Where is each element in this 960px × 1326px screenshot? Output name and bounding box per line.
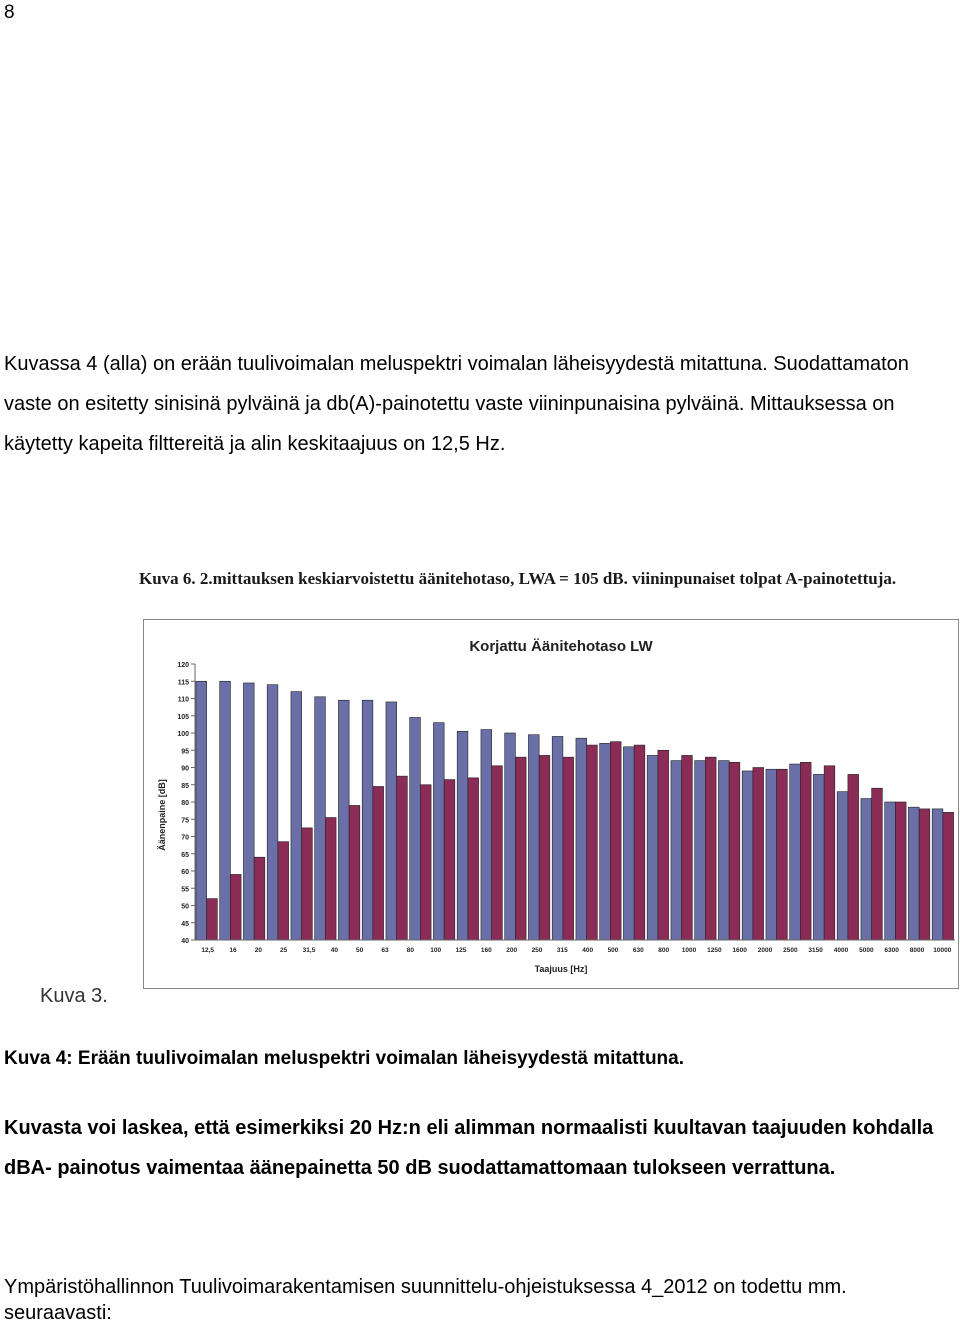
bar-unweighted — [315, 697, 326, 940]
bar-unweighted — [908, 807, 919, 940]
bar-unweighted — [291, 692, 302, 940]
x-tick-label: 1600 — [732, 947, 747, 954]
y-tick-label: 60 — [181, 869, 189, 876]
y-tick-label: 90 — [181, 765, 189, 773]
bar-chart — [143, 619, 959, 989]
x-tick-label: 16 — [229, 947, 237, 954]
bar-unweighted — [528, 735, 539, 940]
bar-unweighted — [338, 700, 349, 940]
x-tick-label: 100 — [430, 947, 442, 954]
bar-a-weighted — [539, 755, 550, 940]
bar-unweighted — [718, 761, 729, 940]
y-tick-label: 120 — [177, 662, 189, 669]
bar-a-weighted — [848, 774, 859, 940]
bar-a-weighted — [230, 874, 241, 940]
x-tick-label: 40 — [330, 947, 338, 954]
chart-container — [143, 619, 959, 989]
x-tick-label: 125 — [455, 947, 467, 954]
y-tick-label: 45 — [181, 920, 189, 928]
bar-unweighted — [790, 764, 801, 940]
bar-a-weighted — [373, 786, 384, 940]
y-tick-label: 75 — [181, 817, 189, 825]
y-tick-label: 100 — [177, 731, 189, 738]
bar-unweighted — [623, 747, 634, 940]
y-tick-label: 110 — [177, 696, 189, 704]
bar-unweighted — [243, 683, 254, 940]
figure-title: Kuva 6. 2.mittauksen keskiarvoistettu äänitehotaso, LWA = 105 dB. viininpunaiset tolpat A-painotettuja. — [139, 569, 897, 588]
x-tick-label: 50 — [356, 947, 364, 954]
x-tick-label: 2000 — [757, 947, 773, 954]
bar-a-weighted — [563, 757, 574, 940]
x-tick-label: 20 — [254, 947, 262, 954]
bar-a-weighted — [515, 757, 526, 940]
bar-a-weighted — [325, 818, 336, 940]
x-tick-label: 8000 — [909, 947, 925, 954]
bar-unweighted — [386, 702, 397, 940]
bar-unweighted — [671, 761, 682, 940]
bar-unweighted — [647, 755, 658, 940]
bar-unweighted — [885, 802, 896, 940]
x-tick-label: 630 — [632, 947, 644, 954]
x-tick-label: 31,5 — [302, 947, 316, 954]
x-tick-label: 250 — [531, 947, 543, 954]
x-tick-label: 500 — [607, 947, 619, 954]
bar-unweighted — [576, 738, 587, 940]
bar-unweighted — [433, 723, 444, 940]
y-tick-label: 115 — [177, 679, 189, 687]
bar-a-weighted — [658, 750, 669, 940]
x-tick-label: 1250 — [707, 947, 722, 954]
body-paragraph: Kuvasta voi laskea, että esimerkiksi 20 Hz:n eli alimman normaalisti kuultavan taajuuden kohdalla dBA- painotus vaimentaa äänepainetta 50 dB suodattamattomaan tulokseen verrattuna. — [4, 1117, 934, 1179]
bar-unweighted — [220, 681, 231, 940]
x-tick-label: 4000 — [833, 947, 849, 954]
x-tick-label: 12,5 — [201, 947, 214, 954]
bottom-paragraph: Ympäristöhallinnon Tuulivoimarakentamisen suunnittelu-ohjeistuksessa 4_2012 on todettu mm. seuraavasti: — [4, 1276, 847, 1324]
x-axis-label: Taajuus [Hz] — [534, 964, 588, 974]
bar-a-weighted — [254, 857, 265, 940]
bar-unweighted — [742, 771, 753, 940]
bar-a-weighted — [919, 809, 930, 940]
bar-unweighted — [362, 700, 373, 940]
x-tick-label: 315 — [556, 947, 568, 954]
bar-a-weighted — [872, 788, 883, 940]
bar-a-weighted — [705, 757, 716, 940]
bar-a-weighted — [682, 755, 693, 940]
figure-caption: Kuva 4: Erään tuulivoimalan meluspektri voimalan läheisyydestä mitattuna. — [4, 1048, 685, 1069]
bar-a-weighted — [753, 768, 764, 941]
bar-a-weighted — [492, 766, 503, 940]
bar-a-weighted — [729, 762, 740, 940]
bar-a-weighted — [800, 762, 811, 940]
bar-unweighted — [196, 681, 207, 940]
x-tick-label: 400 — [582, 947, 594, 954]
y-axis-label: Äänenpaine [dB] — [157, 779, 167, 851]
x-tick-label: 80 — [406, 947, 414, 954]
bar-a-weighted — [610, 742, 621, 940]
x-tick-label: 5000 — [859, 947, 874, 954]
intro-paragraph: Kuvassa 4 (alla) on erään tuulivoimalan meluspektri voimalan läheisyydestä mitattuna. Suodattamaton vaste on esitetty sinisinä pylväinä ja db(A)-painotettu vaste viininpunaisina pylväinä. Mittauksessa on käytetty kapeita filttereitä ja alin keskitaajuus on 12,5 Hz. — [4, 353, 909, 455]
bar-a-weighted — [420, 785, 431, 940]
bar-unweighted — [410, 717, 421, 940]
x-tick-label: 1000 — [681, 947, 697, 954]
bar-unweighted — [505, 733, 516, 940]
bar-unweighted — [695, 761, 706, 940]
page-number: 8 — [4, 2, 15, 23]
chart-title: Korjattu Äänitehotaso LW — [469, 638, 653, 655]
bar-unweighted — [600, 743, 611, 940]
bar-unweighted — [267, 685, 278, 940]
x-tick-label: 25 — [280, 947, 288, 954]
bar-a-weighted — [895, 802, 906, 940]
y-tick-label: 80 — [181, 800, 189, 807]
y-tick-label: 65 — [181, 851, 189, 859]
bar-a-weighted — [824, 766, 835, 940]
bar-unweighted — [813, 774, 824, 940]
x-tick-label: 10000 — [933, 947, 952, 954]
bar-unweighted — [481, 730, 492, 940]
bar-a-weighted — [397, 776, 408, 940]
bar-a-weighted — [349, 805, 360, 940]
bar-unweighted — [932, 809, 943, 940]
x-tick-label: 160 — [480, 947, 492, 954]
bar-a-weighted — [207, 899, 218, 940]
bar-unweighted — [457, 731, 468, 940]
x-tick-label: 63 — [381, 947, 389, 954]
bar-a-weighted — [777, 769, 788, 940]
chart-border — [144, 620, 959, 989]
bar-a-weighted — [278, 842, 289, 940]
bar-a-weighted — [943, 812, 954, 940]
y-tick-label: 85 — [181, 782, 189, 790]
x-tick-label: 800 — [658, 947, 670, 954]
bar-a-weighted — [634, 745, 645, 940]
x-tick-label: 3150 — [808, 947, 823, 954]
bar-unweighted — [861, 799, 872, 940]
y-tick-label: 95 — [181, 748, 189, 756]
bar-a-weighted — [444, 780, 455, 940]
x-tick-label: 6300 — [884, 947, 899, 954]
y-tick-label: 50 — [181, 903, 189, 911]
bar-unweighted — [552, 736, 563, 940]
y-tick-label: 105 — [177, 713, 189, 721]
y-tick-label: 55 — [181, 886, 189, 894]
figure-label: Kuva 3. — [40, 985, 108, 1007]
y-tick-label: 70 — [181, 834, 189, 842]
bar-a-weighted — [468, 778, 479, 940]
x-tick-label: 2500 — [783, 947, 798, 954]
y-tick-label: 40 — [181, 938, 189, 945]
bar-a-weighted — [302, 828, 313, 940]
bar-a-weighted — [587, 745, 598, 940]
bar-unweighted — [837, 792, 848, 940]
x-tick-label: 200 — [506, 947, 518, 954]
bar-unweighted — [766, 769, 777, 940]
